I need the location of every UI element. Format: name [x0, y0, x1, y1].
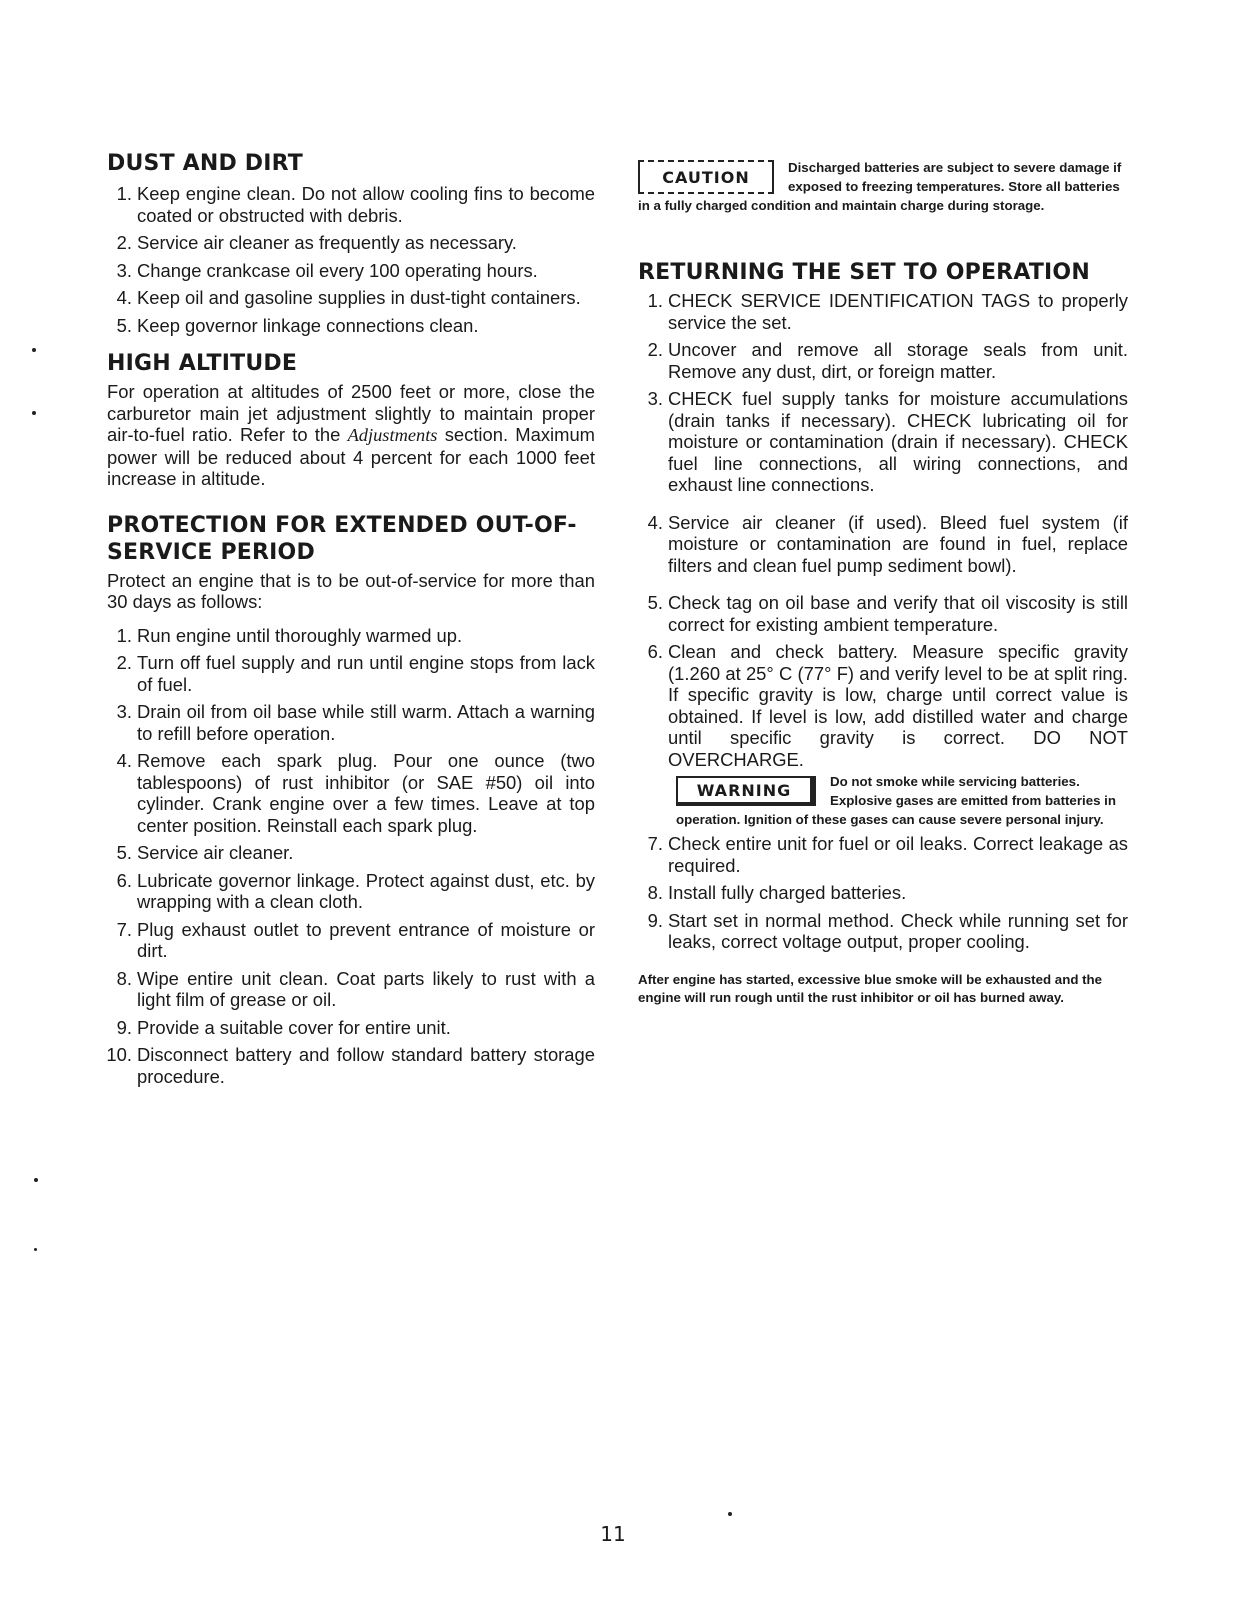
dust-and-dirt-list	[107, 183, 595, 336]
right-column	[638, 158, 1128, 1007]
warning-notice	[676, 772, 1128, 829]
adjustments-reference: Adjustments	[347, 425, 438, 445]
caution-label: CAUTION	[662, 167, 750, 187]
warning-badge	[676, 776, 816, 806]
protection-section	[107, 512, 595, 1088]
dust-and-dirt-section	[107, 150, 595, 336]
list-item: 1. CHECK SERVICE IDENTIFICATION TAGS to properly service the set.	[647, 290, 1128, 333]
returning-list	[638, 290, 1128, 770]
list-item: 5. Keep governor linkage connections clean.	[116, 314, 479, 336]
list-item: 4. Service air cleaner (if used). Bleed fuel system (if moisture or contamination are found in fuel, replace filters and clean fuel pump sediment bowl).	[647, 511, 1128, 576]
high-altitude-heading: HIGH ALTITUDE	[107, 351, 298, 376]
after-start-note: After engine has started, excessive blue smoke will be exhausted and the engine will run rough until the rust inhibitor or oil has burned away.	[638, 971, 1103, 1005]
list-item: 4. Remove each spark plug. Pour one ounce (two tablespoons) of rust inhibitor (or SAE #50) oil into cylinder. Crank engine over a few times. Leave at top center position. Reinstall each spark plug.	[116, 750, 595, 836]
caution-notice	[638, 158, 1128, 215]
margin-dot	[32, 411, 36, 415]
list-item: 9. Start set in normal method. Check while running set for leaks, correct voltage output, proper cooling.	[647, 909, 1128, 952]
returning-section	[638, 259, 1128, 1007]
list-item: 1. Run engine until thoroughly warmed up.	[116, 624, 463, 646]
list-item: 7. Plug exhaust outlet to prevent entrance of moisture or dirt.	[116, 918, 595, 961]
dust-and-dirt-heading: DUST AND DIRT	[107, 151, 304, 176]
margin-dot	[728, 1512, 732, 1516]
margin-dot	[32, 348, 36, 352]
list-item: 7. Check entire unit for fuel or oil leaks. Correct leakage as required.	[647, 833, 1128, 876]
margin-dot	[34, 1248, 37, 1251]
list-item: 3. CHECK fuel supply tanks for moisture accumulations (drain tanks if necessary). CHECK lubricating oil for moisture or contamination (drain if necessary). CHECK fuel line connections, all wiring connections, and exhaust line connections.	[647, 388, 1128, 495]
list-item: 2. Turn off fuel supply and run until engine stops from lack of fuel.	[116, 652, 595, 695]
list-item: 2. Service air cleaner as frequently as necessary.	[116, 232, 517, 253]
warning-text: Do not smoke while servicing batteries. Explosive gases are emitted from batteries in operation. Ignition of these gases can cause severe personal injury.	[676, 774, 1116, 827]
caution-badge	[638, 160, 774, 194]
list-item: 5. Check tag on oil base and verify that oil viscosity is still correct for existing ambient temperature.	[647, 592, 1128, 635]
high-altitude-text: For operation at altitudes of 2500 feet or more, close the carburetor main jet adjustment slightly to maintain proper air-to-fuel ratio. Refer to the Adjustments section. Maximum power will be reduced about 4 percent for each 1000 feet increase in altitude.	[107, 381, 595, 489]
protection-list	[107, 625, 595, 1088]
list-item: 6. Lubricate governor linkage. Protect against dust, etc. by wrapping with a clean cloth.	[116, 869, 595, 912]
warning-label: WARNING	[696, 780, 792, 800]
list-item: 8. Wipe entire unit clean. Coat parts likely to rust with a light film of grease or oil.	[116, 967, 595, 1010]
high-altitude-section	[107, 350, 595, 490]
list-item: 1. Keep engine clean. Do not allow cooling fins to become coated or obstructed with debris.	[116, 183, 595, 226]
list-item: 6. Clean and check battery. Measure specific gravity (1.260 at 25° C (77° F) and verify level to be at split ring. If specific gravity is low, charge until correct value is obtained. If level is low, add distilled water and charge until specific gravity is correct. DO NOT OVERCHARGE.	[647, 641, 1128, 770]
list-item: 5. Service air cleaner.	[116, 842, 294, 863]
list-item: 8. Install fully charged batteries.	[647, 882, 907, 903]
returning-heading: RETURNING THE SET TO OPERATION	[638, 260, 1090, 285]
list-item: 3. Change crankcase oil every 100 operating hours.	[116, 259, 538, 281]
page-number: 11	[600, 1522, 626, 1546]
caution-text: Discharged batteries are subject to severe damage if exposed to freezing temperatures. Store all batteries in a fully charged condition and maintain charge during storage.	[638, 160, 1122, 213]
list-item: 2. Uncover and remove all storage seals from unit. Remove any dust, dirt, or foreign matter.	[647, 339, 1128, 382]
margin-dot	[34, 1178, 38, 1182]
list-item: 9. Provide a suitable cover for entire unit.	[116, 1016, 451, 1038]
left-column	[107, 150, 595, 1093]
list-item: 3. Drain oil from oil base while still warm. Attach a warning to refill before operation.	[116, 701, 595, 744]
protection-intro: Protect an engine that is to be out-of-service for more than 30 days as follows:	[107, 569, 595, 612]
protection-heading: PROTECTION FOR EXTENDED OUT-OF- SERVICE PERIOD	[107, 512, 577, 565]
returning-list-continued	[638, 833, 1128, 953]
list-item: 4. Keep oil and gasoline supplies in dust-tight containers.	[116, 287, 581, 308]
list-item: 10. Disconnect battery and follow standard battery storage procedure.	[106, 1044, 595, 1087]
